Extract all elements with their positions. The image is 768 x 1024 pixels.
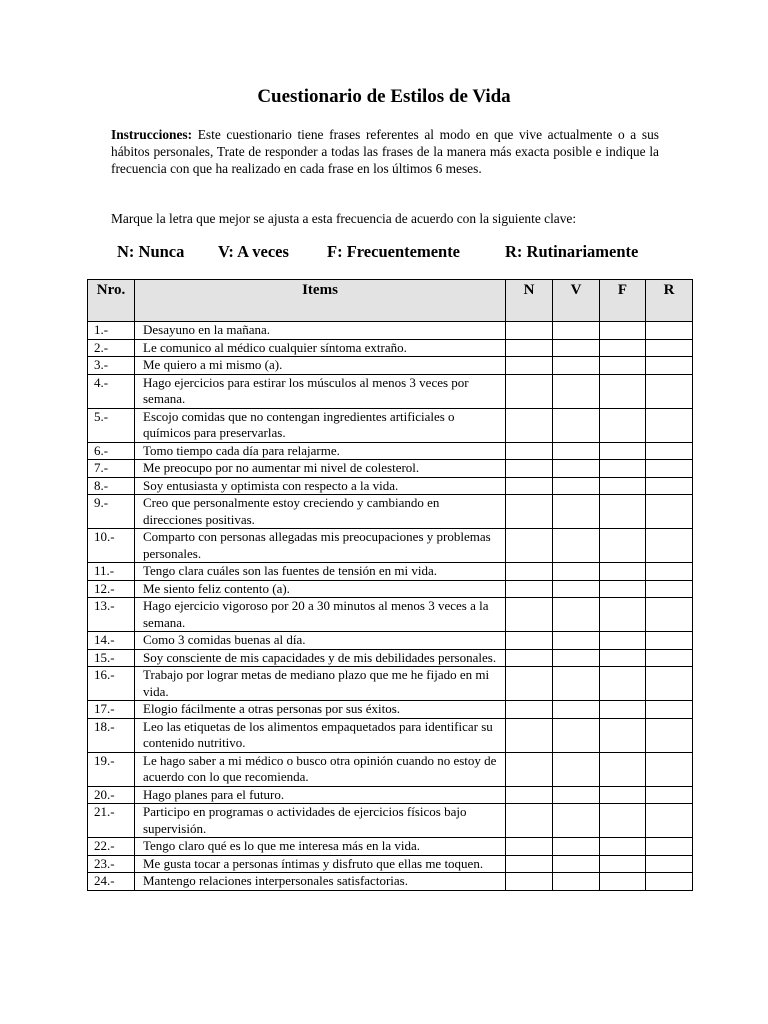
table-row (88, 752, 693, 786)
answer-cell-f[interactable] (600, 408, 646, 442)
table-row (88, 357, 693, 375)
answer-cell-n[interactable] (506, 786, 553, 804)
row-number: 5.- (88, 408, 135, 442)
answer-cell-f[interactable] (600, 873, 646, 891)
answer-cell-r[interactable] (646, 855, 693, 873)
answer-cell-v[interactable] (553, 855, 600, 873)
table-row (88, 873, 693, 891)
table-row (88, 701, 693, 719)
header-n: N (506, 280, 553, 322)
answer-cell-f[interactable] (600, 718, 646, 752)
header-items: Items (135, 280, 506, 322)
instructions-text: Este cuestionario tiene frases referentes al modo en que vive actualmente o a sus hábitos personales, Trate de responder a todas las frases de la manera más exacta posible e indique la frecuencia con que ha realizado en cada frase en los últimos 6 meses. (111, 127, 659, 176)
table-row (88, 477, 693, 495)
answer-cell-f[interactable] (600, 838, 646, 856)
header-v: V (553, 280, 600, 322)
row-number: 7.- (88, 460, 135, 478)
answer-cell-v[interactable] (553, 786, 600, 804)
answer-cell-n[interactable] (506, 563, 553, 581)
table-row (88, 804, 693, 838)
answer-cell-r[interactable] (646, 460, 693, 478)
answer-cell-f[interactable] (600, 322, 646, 340)
row-item-text: Me siento feliz contento (a). (135, 580, 506, 598)
answer-cell-n[interactable] (506, 357, 553, 375)
table-row (88, 442, 693, 460)
answer-cell-n[interactable] (506, 632, 553, 650)
instructions-paragraph (111, 126, 659, 177)
answer-cell-n[interactable] (506, 477, 553, 495)
answer-cell-n[interactable] (506, 667, 553, 701)
row-number: 22.- (88, 838, 135, 856)
answer-cell-n[interactable] (506, 460, 553, 478)
row-item-text: Como 3 comidas buenas al día. (135, 632, 506, 650)
row-item-text: Hago ejercicios para estirar los músculos al menos 3 veces por semana. (135, 374, 506, 408)
table-row (88, 838, 693, 856)
row-item-text: Hago ejercicio vigoroso por 20 a 30 minutos al menos 3 veces a la semana. (135, 598, 506, 632)
answer-cell-v[interactable] (553, 339, 600, 357)
table-row (88, 322, 693, 340)
answer-cell-f[interactable] (600, 804, 646, 838)
answer-cell-f[interactable] (600, 460, 646, 478)
answer-cell-r[interactable] (646, 632, 693, 650)
answer-cell-f[interactable] (600, 529, 646, 563)
answer-cell-r[interactable] (646, 580, 693, 598)
instructions-label: Instrucciones: (111, 127, 193, 142)
row-item-text: Tomo tiempo cada día para relajarme. (135, 442, 506, 460)
answer-cell-f[interactable] (600, 632, 646, 650)
row-item-text: Tengo claro qué es lo que me interesa más en la vida. (135, 838, 506, 856)
row-item-text: Soy entusiasta y optimista con respecto a la vida. (135, 477, 506, 495)
answer-cell-r[interactable] (646, 442, 693, 460)
row-number: 1.- (88, 322, 135, 340)
answer-cell-v[interactable] (553, 322, 600, 340)
answer-cell-v[interactable] (553, 580, 600, 598)
row-number: 3.- (88, 357, 135, 375)
answer-cell-r[interactable] (646, 357, 693, 375)
answer-cell-v[interactable] (553, 374, 600, 408)
answer-cell-v[interactable] (553, 632, 600, 650)
row-item-text: Mantengo relaciones interpersonales satisfactorias. (135, 873, 506, 891)
answer-cell-v[interactable] (553, 408, 600, 442)
questionnaire-table (87, 279, 693, 891)
answer-cell-n[interactable] (506, 598, 553, 632)
answer-cell-v[interactable] (553, 752, 600, 786)
row-item-text: Participo en programas o actividades de ejercicios físicos bajo supervisión. (135, 804, 506, 838)
table-row (88, 563, 693, 581)
row-item-text: Comparto con personas allegadas mis preocupaciones y problemas personales. (135, 529, 506, 563)
answer-cell-n[interactable] (506, 408, 553, 442)
answer-cell-v[interactable] (553, 701, 600, 719)
row-number: 13.- (88, 598, 135, 632)
row-item-text: Le comunico al médico cualquier síntoma extraño. (135, 339, 506, 357)
answer-cell-v[interactable] (553, 649, 600, 667)
row-item-text: Creo que personalmente estoy creciendo y cambiando en direcciones positivas. (135, 495, 506, 529)
row-item-text: Desayuno en la mañana. (135, 322, 506, 340)
row-item-text: Me preocupo por no aumentar mi nivel de colesterol. (135, 460, 506, 478)
answer-cell-f[interactable] (600, 786, 646, 804)
answer-cell-r[interactable] (646, 322, 693, 340)
answer-cell-n[interactable] (506, 322, 553, 340)
answer-cell-f[interactable] (600, 339, 646, 357)
answer-cell-f[interactable] (600, 442, 646, 460)
answer-cell-v[interactable] (553, 873, 600, 891)
answer-cell-r[interactable] (646, 374, 693, 408)
table-row (88, 580, 693, 598)
table-row (88, 667, 693, 701)
answer-cell-f[interactable] (600, 477, 646, 495)
answer-cell-f[interactable] (600, 598, 646, 632)
answer-cell-n[interactable] (506, 649, 553, 667)
answer-cell-v[interactable] (553, 495, 600, 529)
answer-cell-v[interactable] (553, 838, 600, 856)
page-title: Cuestionario de Estilos de Vida (257, 86, 511, 107)
row-number: 18.- (88, 718, 135, 752)
answer-cell-v[interactable] (553, 563, 600, 581)
answer-cell-r[interactable] (646, 339, 693, 357)
answer-cell-f[interactable] (600, 563, 646, 581)
row-number: 16.- (88, 667, 135, 701)
answer-cell-r[interactable] (646, 838, 693, 856)
table-row (88, 339, 693, 357)
answer-cell-n[interactable] (506, 838, 553, 856)
table-row (88, 408, 693, 442)
row-number: 24.- (88, 873, 135, 891)
row-item-text: Tengo clara cuáles son las fuentes de tensión en mi vida. (135, 563, 506, 581)
answer-cell-f[interactable] (600, 701, 646, 719)
answer-cell-n[interactable] (506, 701, 553, 719)
row-number: 12.- (88, 580, 135, 598)
answer-cell-r[interactable] (646, 701, 693, 719)
answer-cell-v[interactable] (553, 442, 600, 460)
answer-cell-v[interactable] (553, 804, 600, 838)
answer-cell-f[interactable] (600, 580, 646, 598)
table-row (88, 529, 693, 563)
row-number: 9.- (88, 495, 135, 529)
answer-cell-n[interactable] (506, 374, 553, 408)
row-number: 4.- (88, 374, 135, 408)
key-frecuentemente: F: Frecuentemente (327, 242, 461, 261)
answer-cell-v[interactable] (553, 357, 600, 375)
row-number: 23.- (88, 855, 135, 873)
answer-cell-f[interactable] (600, 649, 646, 667)
table-row (88, 495, 693, 529)
answer-cell-r[interactable] (646, 873, 693, 891)
table-row (88, 855, 693, 873)
answer-cell-r[interactable] (646, 667, 693, 701)
row-number: 17.- (88, 701, 135, 719)
answer-cell-r[interactable] (646, 752, 693, 786)
answer-cell-n[interactable] (506, 855, 553, 873)
answer-cell-v[interactable] (553, 667, 600, 701)
answer-cell-f[interactable] (600, 855, 646, 873)
row-number: 10.- (88, 529, 135, 563)
answer-cell-v[interactable] (553, 598, 600, 632)
answer-cell-r[interactable] (646, 477, 693, 495)
header-f: F (600, 280, 646, 322)
answer-cell-v[interactable] (553, 477, 600, 495)
answer-cell-r[interactable] (646, 718, 693, 752)
row-item-text: Me quiero a mi mismo (a). (135, 357, 506, 375)
answer-cell-v[interactable] (553, 529, 600, 563)
answer-cell-r[interactable] (646, 495, 693, 529)
answer-cell-r[interactable] (646, 529, 693, 563)
row-item-text: Le hago saber a mi médico o busco otra opinión cuando no estoy de acuerdo con lo que recomienda. (135, 752, 506, 786)
answer-cell-v[interactable] (553, 460, 600, 478)
table-row (88, 374, 693, 408)
header-nro: Nro. (88, 280, 135, 322)
answer-cell-n[interactable] (506, 752, 553, 786)
answer-cell-n[interactable] (506, 580, 553, 598)
table-row (88, 649, 693, 667)
answer-cell-f[interactable] (600, 374, 646, 408)
table-header-row (88, 280, 693, 322)
answer-cell-r[interactable] (646, 786, 693, 804)
table-row (88, 598, 693, 632)
row-number: 8.- (88, 477, 135, 495)
answer-cell-r[interactable] (646, 598, 693, 632)
row-number: 21.- (88, 804, 135, 838)
row-item-text: Hago planes para el futuro. (135, 786, 506, 804)
answer-cell-r[interactable] (646, 563, 693, 581)
answer-cell-n[interactable] (506, 804, 553, 838)
answer-cell-f[interactable] (600, 357, 646, 375)
answer-cell-f[interactable] (600, 667, 646, 701)
table-row (88, 460, 693, 478)
key-nunca: N: Nunca (117, 242, 185, 261)
answer-cell-r[interactable] (646, 649, 693, 667)
key-intro: Marque la letra que mejor se ajusta a esta frecuencia de acuerdo con la siguiente clave: (111, 211, 577, 226)
answer-cell-n[interactable] (506, 495, 553, 529)
answer-cell-n[interactable] (506, 442, 553, 460)
row-number: 2.- (88, 339, 135, 357)
table-row (88, 632, 693, 650)
row-number: 6.- (88, 442, 135, 460)
key-rutinariamente: R: Rutinariamente (505, 242, 639, 261)
answer-cell-r[interactable] (646, 408, 693, 442)
row-item-text: Me gusta tocar a personas íntimas y disfruto que ellas me toquen. (135, 855, 506, 873)
answer-cell-n[interactable] (506, 339, 553, 357)
row-number: 20.- (88, 786, 135, 804)
answer-cell-n[interactable] (506, 718, 553, 752)
table-row (88, 786, 693, 804)
row-item-text: Leo las etiquetas de los alimentos empaquetados para identificar su contenido nutritivo. (135, 718, 506, 752)
row-number: 11.- (88, 563, 135, 581)
row-number: 14.- (88, 632, 135, 650)
row-item-text: Elogio fácilmente a otras personas por sus éxitos. (135, 701, 506, 719)
answer-cell-v[interactable] (553, 718, 600, 752)
header-r: R (646, 280, 693, 322)
answer-cell-f[interactable] (600, 752, 646, 786)
row-item-text: Trabajo por lograr metas de mediano plazo que me he fijado en mi vida. (135, 667, 506, 701)
answer-cell-r[interactable] (646, 804, 693, 838)
row-item-text: Soy consciente de mis capacidades y de mis debilidades personales. (135, 649, 506, 667)
answer-cell-n[interactable] (506, 873, 553, 891)
key-a-veces: V: A veces (218, 242, 289, 261)
row-item-text: Escojo comidas que no contengan ingredientes artificiales o químicos para preservarlas. (135, 408, 506, 442)
answer-cell-f[interactable] (600, 495, 646, 529)
answer-cell-n[interactable] (506, 529, 553, 563)
row-number: 19.- (88, 752, 135, 786)
table-row (88, 718, 693, 752)
row-number: 15.- (88, 649, 135, 667)
